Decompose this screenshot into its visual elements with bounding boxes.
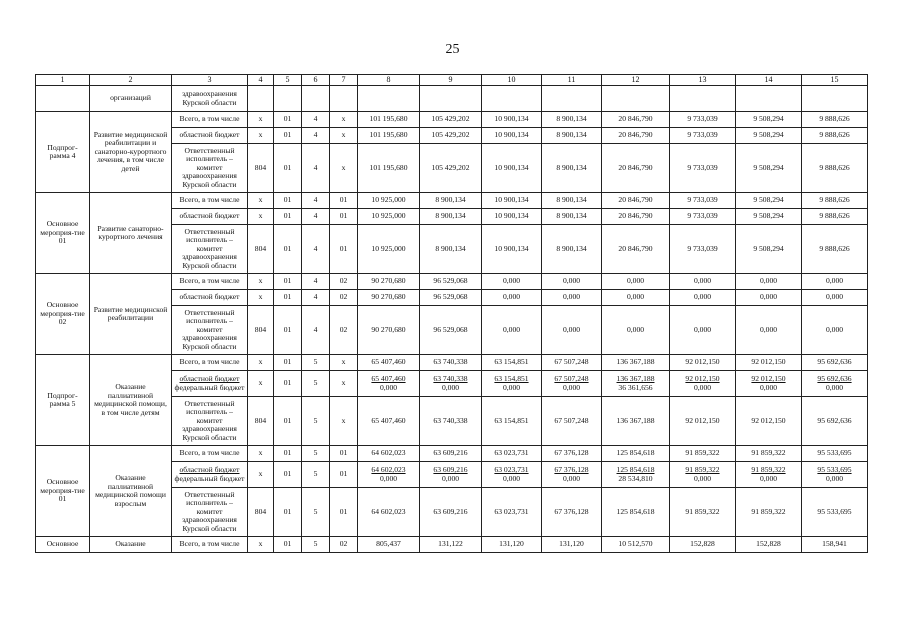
value-col14-secondary: 0,000	[759, 382, 778, 392]
value-col14: 9 508,294	[736, 193, 802, 209]
value-col12: 136 367,188	[602, 397, 670, 446]
value-col11: 131,120	[542, 537, 602, 553]
value-col9: 8 900,134	[420, 209, 482, 225]
value-col13: 9 733,039	[670, 225, 736, 274]
page-number: 25	[445, 42, 460, 57]
cell-col6	[302, 86, 330, 112]
value-col15: 9 888,626	[802, 193, 868, 209]
value-col15: 95 692,636	[802, 355, 868, 371]
value-col12: 20 846,790	[602, 209, 670, 225]
value-col10-primary: 63 023,731	[494, 465, 529, 474]
cell-col7: 02	[330, 290, 358, 306]
value-col11: 8 900,134	[542, 128, 602, 144]
cell-col5	[274, 86, 302, 112]
row-label: Всего, в том числе	[172, 274, 248, 290]
cell-col5: 01	[274, 371, 302, 397]
cell-col4: x	[248, 193, 274, 209]
cell-col4: x	[248, 112, 274, 128]
cell-col2: организаций	[90, 86, 172, 112]
table-row	[36, 274, 868, 290]
row-label: Ответственный исполнитель – комитет здравоохранения Курской области	[172, 144, 248, 193]
cell-col14	[736, 86, 802, 112]
value-col12-primary: 136 367,188	[616, 374, 655, 383]
cell-col5: 01	[274, 537, 302, 553]
section-code: Подпрог-рамма 5	[36, 355, 90, 446]
value-col10: 0,000	[482, 274, 542, 290]
value-col8-secondary: 0,000	[379, 473, 398, 483]
cell-col6: 4	[302, 112, 330, 128]
value-col11: 67 507,248	[542, 355, 602, 371]
header-col-9: 9	[420, 75, 482, 86]
cell-col4: 804	[248, 397, 274, 446]
value-col13-primary: 91 859,322	[685, 465, 720, 474]
cell-col5: 01	[274, 397, 302, 446]
value-col9: 63 740,338	[420, 355, 482, 371]
value-col12: 20 846,790	[602, 128, 670, 144]
value-col15: 9 888,626	[802, 144, 868, 193]
row-label-secondary: федеральный бюджет	[174, 473, 245, 483]
cell-col5: 01	[274, 112, 302, 128]
section-code: Основное мероприя-тие 01	[36, 193, 90, 274]
cell-col5: 01	[274, 306, 302, 355]
cell-col7: 01	[330, 488, 358, 537]
header-col-6: 6	[302, 75, 330, 86]
value-col8: 64 602,023	[358, 446, 420, 462]
value-col14: 9 508,294	[736, 128, 802, 144]
value-col10: 63 154,851	[482, 397, 542, 446]
cell-col4: x	[248, 128, 274, 144]
row-label: Ответственный исполнитель – комитет здравоохранения Курской области	[172, 488, 248, 537]
cell-col8	[358, 86, 420, 112]
cell-col4: x	[248, 371, 274, 397]
value-col8: 101 195,680	[358, 144, 420, 193]
value-col8: 65 407,460	[358, 397, 420, 446]
value-col10: 0,000	[482, 306, 542, 355]
value-col8: 805,437	[358, 537, 420, 553]
value-col11-primary: 67 376,128	[554, 465, 589, 474]
value-col13-secondary: 0,000	[693, 382, 712, 392]
value-col9-secondary: 0,000	[441, 473, 460, 483]
value-col10: 0,000	[482, 290, 542, 306]
section-title: Развитие медицинской реабилитации	[90, 274, 172, 355]
cell-col7	[330, 86, 358, 112]
value-col11: 8 900,134	[542, 209, 602, 225]
cell-col4: 804	[248, 306, 274, 355]
cell-col6: 5	[302, 371, 330, 397]
row-label-secondary: федеральный бюджет	[174, 382, 245, 392]
value-col13: 9 733,039	[670, 193, 736, 209]
value-col9	[420, 462, 482, 488]
row-label: Всего, в том числе	[172, 446, 248, 462]
row-label: Всего, в том числе	[172, 537, 248, 553]
value-col8: 10 925,000	[358, 225, 420, 274]
cell-col5: 01	[274, 225, 302, 274]
value-col15-secondary: 0,000	[825, 382, 844, 392]
value-col11: 8 900,134	[542, 112, 602, 128]
cell-col6: 4	[302, 193, 330, 209]
table-row	[36, 537, 868, 553]
value-col10-secondary: 0,000	[502, 382, 521, 392]
value-col9: 63 609,216	[420, 446, 482, 462]
cell-col12	[602, 86, 670, 112]
cell-col5: 01	[274, 488, 302, 537]
value-col10: 63 023,731	[482, 488, 542, 537]
value-col9: 63 740,338	[420, 397, 482, 446]
value-col10: 10 900,134	[482, 144, 542, 193]
value-col14: 9 508,294	[736, 144, 802, 193]
value-col9: 8 900,134	[420, 193, 482, 209]
cell-col6: 5	[302, 355, 330, 371]
row-label: областной бюджет	[172, 128, 248, 144]
header-col-5: 5	[274, 75, 302, 86]
value-col8: 90 270,680	[358, 274, 420, 290]
cell-col4: 804	[248, 144, 274, 193]
value-col12: 125 854,618	[602, 446, 670, 462]
header-col-14: 14	[736, 75, 802, 86]
value-col14: 0,000	[736, 290, 802, 306]
value-col12: 10 512,570	[602, 537, 670, 553]
value-col9	[420, 371, 482, 397]
value-col13	[670, 371, 736, 397]
row-label	[172, 371, 248, 397]
value-col13: 92 012,150	[670, 397, 736, 446]
value-col15: 9 888,626	[802, 128, 868, 144]
value-col15-secondary: 0,000	[825, 473, 844, 483]
value-col12: 125 854,618	[602, 488, 670, 537]
value-col15	[802, 371, 868, 397]
value-col11: 67 376,128	[542, 488, 602, 537]
value-col15: 9 888,626	[802, 225, 868, 274]
value-col14: 91 859,322	[736, 488, 802, 537]
cell-col4: x	[248, 209, 274, 225]
value-col11	[542, 371, 602, 397]
value-col14-primary: 92 012,150	[751, 374, 786, 383]
value-col14: 92 012,150	[736, 397, 802, 446]
value-col11-primary: 67 507,248	[554, 374, 589, 383]
value-col9: 63 609,216	[420, 488, 482, 537]
cell-col4: x	[248, 446, 274, 462]
cell-col7: x	[330, 112, 358, 128]
header-col-1: 1	[36, 75, 90, 86]
cell-col5: 01	[274, 446, 302, 462]
cell-col6: 4	[302, 290, 330, 306]
cell-col4: 804	[248, 488, 274, 537]
cell-col4: x	[248, 290, 274, 306]
value-col13: 92 012,150	[670, 355, 736, 371]
value-col8	[358, 371, 420, 397]
cell-col15	[802, 86, 868, 112]
value-col8: 90 270,680	[358, 306, 420, 355]
table-row	[36, 446, 868, 462]
cell-col6: 5	[302, 488, 330, 537]
value-col12: 20 846,790	[602, 193, 670, 209]
value-col10	[482, 462, 542, 488]
value-col15: 0,000	[802, 274, 868, 290]
value-col15: 9 888,626	[802, 209, 868, 225]
cell-col4: x	[248, 274, 274, 290]
cell-col6: 5	[302, 462, 330, 488]
section-title: Развитие санаторно-курортного лечения	[90, 193, 172, 274]
value-col13: 91 859,322	[670, 446, 736, 462]
value-col14: 9 508,294	[736, 112, 802, 128]
row-label: Ответственный исполнитель – комитет здравоохранения Курской области	[172, 306, 248, 355]
value-col13: 91 859,322	[670, 488, 736, 537]
value-col14: 9 508,294	[736, 209, 802, 225]
value-col12	[602, 462, 670, 488]
value-col15-primary: 95 692,636	[817, 374, 852, 383]
cell-col5: 01	[274, 209, 302, 225]
value-col13-primary: 92 012,150	[685, 374, 720, 383]
value-col9-primary: 63 740,338	[433, 374, 468, 383]
value-col12: 20 846,790	[602, 112, 670, 128]
row-label	[172, 462, 248, 488]
value-col12: 136 367,188	[602, 355, 670, 371]
value-col12-secondary: 36 361,656	[618, 382, 653, 392]
cell-label: здравоохранения Курской области	[172, 86, 248, 112]
row-label: областной бюджет	[172, 290, 248, 306]
value-col11	[542, 462, 602, 488]
section-code: Основное	[36, 537, 90, 553]
value-col9: 96 529,068	[420, 306, 482, 355]
value-col12	[602, 371, 670, 397]
value-col14-primary: 91 859,322	[751, 465, 786, 474]
value-col12: 0,000	[602, 290, 670, 306]
value-col13: 9 733,039	[670, 112, 736, 128]
value-col10: 10 900,134	[482, 225, 542, 274]
row-label: Всего, в том числе	[172, 112, 248, 128]
value-col12: 20 846,790	[602, 225, 670, 274]
value-col11: 67 376,128	[542, 446, 602, 462]
value-col13: 0,000	[670, 306, 736, 355]
cell-col6: 4	[302, 306, 330, 355]
value-col14: 152,828	[736, 537, 802, 553]
cell-col5: 01	[274, 144, 302, 193]
value-col15-primary: 95 533,695	[817, 465, 852, 474]
section-code: Основное мероприя-тие 02	[36, 274, 90, 355]
header-col-11: 11	[542, 75, 602, 86]
cell-col7: 01	[330, 193, 358, 209]
cell-col7: 01	[330, 462, 358, 488]
section-title: Оказание паллиативной медицинской помощи, в том числе детям	[90, 355, 172, 446]
value-col12: 0,000	[602, 274, 670, 290]
cell-col7: 02	[330, 306, 358, 355]
value-col9: 105 429,202	[420, 144, 482, 193]
cell-col7: x	[330, 355, 358, 371]
value-col9: 96 529,068	[420, 290, 482, 306]
value-col13: 152,828	[670, 537, 736, 553]
value-col8: 65 407,460	[358, 355, 420, 371]
value-col11: 0,000	[542, 274, 602, 290]
header-col-10: 10	[482, 75, 542, 86]
cell-col7: x	[330, 128, 358, 144]
value-col13-secondary: 0,000	[693, 473, 712, 483]
cell-col7: x	[330, 144, 358, 193]
value-col10-primary: 63 154,851	[494, 374, 529, 383]
table-body	[36, 86, 868, 553]
cell-col7: 02	[330, 274, 358, 290]
row-label-primary: областной бюджет	[179, 465, 240, 474]
value-col9: 105 429,202	[420, 112, 482, 128]
value-col14: 9 508,294	[736, 225, 802, 274]
table-row	[36, 86, 868, 112]
value-col8: 64 602,023	[358, 488, 420, 537]
header-col-2: 2	[90, 75, 172, 86]
value-col10: 10 900,134	[482, 112, 542, 128]
value-col11: 8 900,134	[542, 225, 602, 274]
value-col11: 0,000	[542, 290, 602, 306]
value-col9: 105 429,202	[420, 128, 482, 144]
value-col10: 10 900,134	[482, 128, 542, 144]
cell-col10	[482, 86, 542, 112]
cell-col5: 01	[274, 355, 302, 371]
value-col14: 0,000	[736, 306, 802, 355]
value-col10: 63 154,851	[482, 355, 542, 371]
header-col-15: 15	[802, 75, 868, 86]
row-label-primary: областной бюджет	[179, 374, 240, 383]
value-col15: 0,000	[802, 306, 868, 355]
cell-col4: x	[248, 462, 274, 488]
value-col8-primary: 64 602,023	[371, 465, 406, 474]
section-code: Подпрог-рамма 4	[36, 112, 90, 193]
cell-col5: 01	[274, 193, 302, 209]
cell-col7: x	[330, 371, 358, 397]
value-col14-secondary: 0,000	[759, 473, 778, 483]
value-col10	[482, 371, 542, 397]
value-col13: 9 733,039	[670, 128, 736, 144]
section-code: Основное мероприя-тие 01	[36, 446, 90, 537]
cell-col7: 01	[330, 446, 358, 462]
value-col14	[736, 371, 802, 397]
section-title: Оказание паллиативной медицинской помощи взрослым	[90, 446, 172, 537]
row-label: Всего, в том числе	[172, 193, 248, 209]
cell-col4: x	[248, 355, 274, 371]
value-col9: 131,122	[420, 537, 482, 553]
value-col13	[670, 462, 736, 488]
cell-col5: 01	[274, 128, 302, 144]
value-col8: 10 925,000	[358, 209, 420, 225]
value-col15: 95 533,695	[802, 488, 868, 537]
value-col12: 20 846,790	[602, 144, 670, 193]
value-col12: 0,000	[602, 306, 670, 355]
value-col8	[358, 462, 420, 488]
cell-col7: 01	[330, 209, 358, 225]
value-col13: 9 733,039	[670, 209, 736, 225]
value-col8: 10 925,000	[358, 193, 420, 209]
value-col15: 95 692,636	[802, 397, 868, 446]
cell-col5: 01	[274, 290, 302, 306]
value-col14: 92 012,150	[736, 355, 802, 371]
header-col-3: 3	[172, 75, 248, 86]
cell-col6: 4	[302, 225, 330, 274]
value-col15: 95 533,695	[802, 446, 868, 462]
value-col11: 67 507,248	[542, 397, 602, 446]
value-col15	[802, 462, 868, 488]
cell-col11	[542, 86, 602, 112]
value-col13: 9 733,039	[670, 144, 736, 193]
cell-col6: 4	[302, 274, 330, 290]
cell-col1	[36, 86, 90, 112]
table-row	[36, 193, 868, 209]
section-title: Развитие медицинской реабилитации и санаторно-курортного лечения, в том числе детей	[90, 112, 172, 193]
value-col10-secondary: 0,000	[502, 473, 521, 483]
value-col12-primary: 125 854,618	[616, 465, 655, 474]
value-col11: 8 900,134	[542, 144, 602, 193]
cell-col9	[420, 86, 482, 112]
row-label: Всего, в том числе	[172, 355, 248, 371]
value-col11-secondary: 0,000	[562, 382, 581, 392]
header-col-7: 7	[330, 75, 358, 86]
cell-col13	[670, 86, 736, 112]
cell-col4: 804	[248, 225, 274, 274]
value-col9-secondary: 0,000	[441, 382, 460, 392]
value-col10: 131,120	[482, 537, 542, 553]
cell-col7: 01	[330, 225, 358, 274]
value-col8-secondary: 0,000	[379, 382, 398, 392]
value-col15: 0,000	[802, 290, 868, 306]
value-col13: 0,000	[670, 274, 736, 290]
row-label: Ответственный исполнитель – комитет здравоохранения Курской области	[172, 225, 248, 274]
value-col11: 8 900,134	[542, 193, 602, 209]
cell-col5: 01	[274, 274, 302, 290]
cell-col4	[248, 86, 274, 112]
row-label: Ответственный исполнитель – комитет здравоохранения Курской области	[172, 397, 248, 446]
value-col10: 10 900,134	[482, 193, 542, 209]
value-col15: 158,941	[802, 537, 868, 553]
value-col8-primary: 65 407,460	[371, 374, 406, 383]
value-col9: 8 900,134	[420, 225, 482, 274]
cell-col7: x	[330, 397, 358, 446]
value-col8: 101 195,680	[358, 112, 420, 128]
cell-col6: 5	[302, 537, 330, 553]
value-col14: 91 859,322	[736, 446, 802, 462]
header-col-8: 8	[358, 75, 420, 86]
cell-col6: 5	[302, 446, 330, 462]
table-header	[36, 75, 868, 86]
budget-table	[35, 74, 868, 553]
row-label: областной бюджет	[172, 209, 248, 225]
value-col9: 96 529,068	[420, 274, 482, 290]
value-col15: 9 888,626	[802, 112, 868, 128]
value-col14	[736, 462, 802, 488]
table-row	[36, 355, 868, 371]
cell-col6: 4	[302, 209, 330, 225]
value-col11-secondary: 0,000	[562, 473, 581, 483]
value-col11: 0,000	[542, 306, 602, 355]
value-col10: 10 900,134	[482, 209, 542, 225]
cell-col7: 02	[330, 537, 358, 553]
value-col14: 0,000	[736, 274, 802, 290]
cell-col6: 4	[302, 128, 330, 144]
value-col10: 63 023,731	[482, 446, 542, 462]
cell-col4: x	[248, 537, 274, 553]
header-col-12: 12	[602, 75, 670, 86]
header-col-13: 13	[670, 75, 736, 86]
value-col12-secondary: 28 534,810	[618, 473, 653, 483]
cell-col6: 4	[302, 144, 330, 193]
value-col8: 90 270,680	[358, 290, 420, 306]
value-col8: 101 195,680	[358, 128, 420, 144]
table-row	[36, 112, 868, 128]
value-col13: 0,000	[670, 290, 736, 306]
cell-col5: 01	[274, 462, 302, 488]
cell-col6: 5	[302, 397, 330, 446]
section-title: Оказание	[90, 537, 172, 553]
header-col-4: 4	[248, 75, 274, 86]
value-col9-primary: 63 609,216	[433, 465, 468, 474]
